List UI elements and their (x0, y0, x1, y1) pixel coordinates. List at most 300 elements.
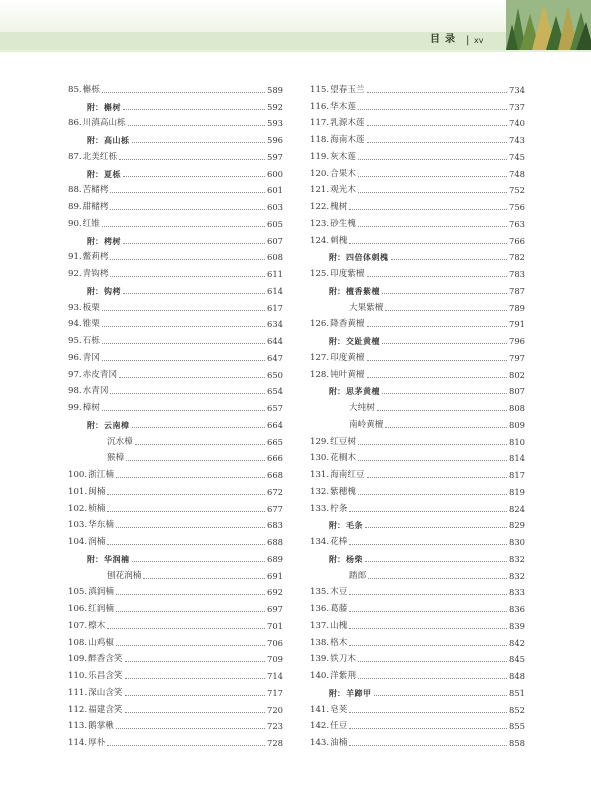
entry-name: 川滇高山栎 (82, 118, 126, 129)
toc-entry (310, 598, 525, 615)
leader-dots (367, 360, 507, 361)
entry-page-number: 743 (509, 135, 525, 145)
leader-dots (349, 645, 507, 646)
entry-name: 皂荚 (330, 704, 348, 715)
toc-entry (68, 515, 283, 532)
entry-appendix-prefix: 附： (87, 419, 103, 430)
entry-number: 96. (68, 352, 82, 363)
entry-number: 142. (310, 721, 330, 732)
entry-name: 花棒 (330, 537, 348, 547)
entry-appendix-prefix: 附： (329, 285, 345, 296)
entry-number: 119. (310, 151, 330, 162)
entry-name: 深山含笑 (88, 687, 123, 698)
entry-name: 交趾黄檀 (346, 336, 380, 346)
entry-page-number: 677 (267, 503, 283, 514)
toc-entry (310, 615, 525, 632)
leader-dots (107, 511, 265, 512)
leader-dots (128, 125, 265, 126)
leader-dots (382, 343, 507, 344)
entry-name: 板栗 (82, 302, 100, 313)
entry-name: 海南木莲 (330, 135, 365, 145)
leader-dots (358, 494, 507, 495)
entry-name: 乳源木莲 (330, 118, 365, 129)
entry-number: 90. (68, 218, 82, 229)
toc-entry (310, 247, 525, 264)
leader-dots (358, 460, 507, 461)
toc-entry (310, 397, 525, 414)
entry-page-number: 668 (267, 470, 283, 480)
toc-entry (68, 431, 283, 448)
entry-number: 109. (68, 654, 88, 665)
leader-dots (358, 678, 507, 679)
entry-name: 合果木 (330, 168, 356, 179)
entry-page-number: 600 (267, 168, 283, 179)
entry-number: 99. (68, 403, 82, 413)
entry-number: 110. (68, 671, 88, 681)
toc-entry (310, 548, 525, 565)
entry-name: 杨柴 (346, 553, 363, 564)
entry-page-number: 706 (267, 637, 283, 648)
entry-name: 南岭黄檀 (349, 419, 384, 430)
entry-name: 桢楠 (88, 503, 106, 514)
entry-name: 鳖莉栲 (82, 252, 109, 263)
entry-name: 石栎 (82, 336, 100, 346)
entry-name: 檀香紫檀 (346, 285, 380, 296)
entry-page-number: 644 (267, 336, 283, 346)
toc-entry (310, 96, 525, 113)
entry-number: 87. (68, 151, 82, 162)
leader-dots (116, 611, 265, 612)
entry-page-number: 654 (267, 386, 283, 397)
entry-page-number: 691 (267, 570, 283, 581)
entry-page-number: 829 (509, 520, 525, 531)
entry-name: 云南樟 (104, 419, 130, 430)
entry-page-number: 605 (267, 218, 283, 229)
entry-name: 四倍体刺槐 (346, 252, 389, 263)
entry-page-number: 802 (509, 369, 525, 380)
toc-entry (68, 598, 283, 615)
entry-page-number: 766 (509, 235, 525, 246)
toc-entry (68, 381, 283, 398)
entry-number: 129. (310, 436, 330, 447)
entry-page-number: 723 (267, 721, 283, 732)
toc-entry (68, 314, 283, 331)
entry-number: 134. (310, 537, 330, 547)
entry-number: 94. (68, 319, 82, 330)
entry-number: 139. (310, 654, 330, 665)
entry-name: 海南红豆 (330, 470, 365, 480)
entry-name: 印度紫檀 (330, 269, 365, 279)
leader-dots (377, 410, 507, 411)
leader-dots (349, 728, 507, 729)
toc-entry (68, 464, 283, 481)
leader-dots (349, 209, 507, 210)
entry-name: 槲树 (104, 101, 121, 112)
entry-number: 115. (310, 84, 330, 95)
toc-entry (68, 113, 283, 130)
leader-dots (385, 427, 507, 428)
entry-name: 厚朴 (88, 738, 106, 748)
entry-name: 刨花润楠 (107, 570, 142, 581)
entry-appendix-prefix: 附： (87, 168, 103, 179)
entry-name: 猴樟 (107, 453, 125, 464)
leader-dots (110, 393, 265, 394)
entry-page-number: 597 (267, 151, 283, 162)
leader-dots (110, 209, 265, 210)
entry-page-number: 737 (509, 101, 525, 112)
leader-dots (102, 410, 265, 411)
toc-entry (310, 414, 525, 431)
toc-entry (310, 632, 525, 649)
entry-appendix-prefix: 附： (87, 135, 103, 145)
entry-page-number: 688 (267, 537, 283, 547)
entry-page-number: 782 (509, 252, 525, 263)
entry-number: 101. (68, 486, 88, 497)
entry-name: 砂生槐 (330, 218, 356, 229)
entry-name: 檫木 (88, 620, 106, 631)
entry-page-number: 832 (509, 553, 525, 564)
entry-number: 125. (310, 269, 330, 279)
entry-number: 89. (68, 202, 82, 212)
leader-dots (102, 326, 265, 327)
entry-page-number: 851 (509, 687, 525, 698)
toc-entry (310, 716, 525, 733)
entry-page-number: 601 (267, 185, 283, 196)
toc-entry (68, 649, 283, 666)
leader-dots (358, 444, 507, 445)
entry-page-number: 647 (267, 352, 283, 363)
leader-dots (382, 293, 507, 294)
entry-number: 118. (310, 135, 330, 145)
entry-name: 观光木 (330, 185, 356, 196)
entry-page-number: 810 (509, 436, 525, 447)
entry-number: 124. (310, 235, 330, 246)
entry-number: 102. (68, 503, 88, 514)
toc-entry (68, 716, 283, 733)
entry-page-number: 797 (509, 352, 525, 363)
entry-page-number: 657 (267, 403, 283, 413)
entry-page-number: 787 (509, 285, 525, 296)
entry-page-number: 748 (509, 168, 525, 179)
entry-number: 112. (68, 704, 88, 715)
entry-name: 醉香含笑 (88, 654, 123, 665)
entry-name: 大纯树 (349, 403, 375, 413)
leader-dots (367, 125, 507, 126)
entry-page-number: 845 (509, 654, 525, 665)
toc-entry (68, 548, 283, 565)
entry-page-number: 593 (267, 118, 283, 129)
toc-entry (68, 364, 283, 381)
toc-entry (68, 699, 283, 716)
leader-dots (358, 176, 507, 177)
entry-appendix-prefix: 附： (87, 285, 103, 296)
entry-page-number: 634 (267, 319, 283, 330)
leader-dots (367, 142, 507, 143)
entry-number: 113. (68, 721, 88, 732)
entry-number: 114. (68, 738, 88, 748)
toc-entry (310, 364, 525, 381)
entry-number: 106. (68, 604, 88, 614)
toc-entry (68, 213, 283, 230)
entry-name: 闽楠 (88, 486, 106, 497)
leader-dots (102, 310, 265, 311)
entry-number: 86. (68, 118, 82, 129)
forest-photo (506, 0, 591, 50)
toc-entry (310, 464, 525, 481)
toc-entry (310, 230, 525, 247)
entry-page-number: 839 (509, 620, 525, 631)
toc-entry (68, 163, 283, 180)
entry-number: 132. (310, 486, 330, 497)
leader-dots (358, 661, 507, 662)
entry-name: 洋紫荆 (330, 671, 356, 681)
entry-appendix-prefix: 附： (87, 101, 103, 112)
entry-name: 樟树 (82, 403, 100, 413)
entry-number: 141. (310, 704, 330, 715)
toc-entry (310, 180, 525, 197)
entry-name: 山鸡椒 (88, 637, 114, 648)
entry-name: 华润楠 (104, 553, 130, 564)
toc-entry (68, 146, 283, 163)
entry-name: 甜槠栲 (82, 202, 109, 212)
leader-dots (116, 728, 265, 729)
entry-number: 98. (68, 386, 82, 397)
entry-page-number: 791 (509, 319, 525, 330)
entry-page-number: 697 (267, 604, 283, 614)
entry-appendix-prefix: 附： (329, 336, 345, 346)
entry-name: 高山栎 (104, 135, 130, 145)
leader-dots (107, 745, 265, 746)
entry-number: 121. (310, 185, 330, 196)
toc-entry (68, 129, 283, 146)
entry-page-number: 783 (509, 269, 525, 279)
entry-name: 钝叶黄檀 (330, 369, 365, 380)
toc-entry (68, 732, 283, 749)
entry-number: 116. (310, 101, 330, 112)
entry-page-number: 664 (267, 419, 283, 430)
entry-appendix-prefix: 附： (329, 520, 345, 531)
entry-number: 130. (310, 453, 330, 464)
entry-page-number: 607 (267, 235, 283, 246)
entry-appendix-prefix: 附： (87, 553, 103, 564)
entry-appendix-prefix: 附： (329, 687, 345, 698)
entry-page-number: 824 (509, 503, 525, 514)
entry-name: 思茅黄檀 (346, 386, 380, 397)
entry-name: 红锥 (82, 218, 100, 229)
entry-page-number: 807 (509, 386, 525, 397)
leader-dots (132, 561, 266, 562)
entry-page-number: 611 (267, 269, 283, 279)
entry-name: 印度黄檀 (330, 352, 365, 363)
entry-number: 92. (68, 269, 82, 279)
entry-page-number: 672 (267, 486, 283, 497)
entry-page-number: 817 (509, 470, 525, 480)
leader-dots (125, 661, 265, 662)
entry-name: 赤皮青冈 (82, 369, 118, 380)
entry-name: 紫穗槐 (330, 486, 356, 497)
leader-dots (349, 594, 507, 595)
entry-appendix-prefix: 附： (329, 252, 345, 263)
entry-page-number: 617 (267, 302, 283, 313)
entry-name: 格木 (330, 637, 348, 648)
toc-entry (68, 615, 283, 632)
leader-dots (126, 460, 265, 461)
entry-page-number: 740 (509, 118, 525, 129)
leader-dots (107, 494, 265, 495)
entry-number: 97. (68, 369, 82, 380)
toc-entry (310, 314, 525, 331)
entry-name: 润楠 (88, 537, 106, 547)
entry-page-number: 832 (509, 570, 525, 581)
leader-dots (123, 243, 265, 244)
leader-dots (358, 192, 507, 193)
leader-dots (102, 360, 265, 361)
entry-number: 91. (68, 252, 82, 263)
entry-number: 117. (310, 118, 330, 129)
leader-dots (116, 645, 265, 646)
leader-dots (119, 159, 265, 160)
entry-name: 槐树 (330, 202, 348, 212)
page-title: 目录 (430, 34, 460, 45)
entry-number: 85. (68, 84, 82, 95)
entry-name: 羊蹄甲 (346, 687, 372, 698)
entry-page-number: 848 (509, 671, 525, 681)
entry-page-number: 833 (509, 587, 525, 598)
entry-page-number: 709 (267, 654, 283, 665)
toc-entry (310, 431, 525, 448)
entry-name: 华东楠 (88, 520, 114, 531)
toc-entry (310, 196, 525, 213)
toc-entry (310, 682, 525, 699)
entry-page-number: 589 (267, 84, 283, 95)
toc-entry (310, 515, 525, 532)
toc-entry (68, 498, 283, 515)
leader-dots (349, 243, 507, 244)
toc-entry (310, 213, 525, 230)
entry-page-number: 692 (267, 587, 283, 598)
entry-page-number: 830 (509, 537, 525, 547)
toc-entry (68, 263, 283, 280)
toc-entry (310, 129, 525, 146)
leader-dots (119, 377, 265, 378)
leader-dots (110, 192, 265, 193)
entry-number: 126. (310, 319, 330, 330)
toc-entry (68, 448, 283, 465)
entry-name: 华木莲 (330, 101, 356, 112)
entry-number: 128. (310, 369, 330, 380)
toc-column-left (68, 79, 283, 749)
toc-entry (68, 565, 283, 582)
toc-entry (310, 146, 525, 163)
leader-dots (391, 259, 508, 260)
entry-number: 107. (68, 620, 88, 631)
leader-dots (116, 527, 265, 528)
entry-name: 踏郎 (349, 570, 367, 581)
entry-page-number: 608 (267, 252, 283, 263)
entry-number: 103. (68, 520, 88, 531)
leader-dots (107, 628, 265, 629)
entry-page-number: 728 (267, 738, 283, 748)
toc-entry (68, 297, 283, 314)
entry-name: 乐昌含笑 (88, 671, 123, 681)
toc-entry (310, 381, 525, 398)
entry-page-number: 789 (509, 302, 525, 313)
entry-page-number: 714 (267, 671, 283, 681)
entry-name: 刺槐 (330, 235, 348, 246)
entry-name: 毛条 (346, 520, 363, 531)
leader-dots (116, 477, 265, 478)
leader-dots (365, 561, 507, 562)
entry-name: 苦槠栲 (82, 185, 109, 196)
entry-page-number: 596 (267, 135, 283, 145)
entry-name: 降香黄檀 (330, 319, 365, 330)
toc-entry (310, 565, 525, 582)
leader-dots (358, 159, 507, 160)
header-page-number: xv (474, 36, 484, 45)
leader-dots (349, 628, 507, 629)
leader-dots (349, 712, 507, 713)
toc-entry (68, 230, 283, 247)
entry-page-number: 689 (267, 553, 283, 564)
entry-number: 105. (68, 587, 88, 598)
entry-number: 108. (68, 637, 88, 648)
entry-page-number: 717 (267, 687, 283, 698)
entry-name: 铁刀木 (330, 654, 356, 665)
entry-number: 135. (310, 587, 330, 598)
toc-entry (68, 79, 283, 96)
entry-name: 青冈 (82, 352, 100, 363)
toc-column-right (310, 79, 525, 749)
entry-name: 大果紫檀 (349, 302, 384, 313)
entry-appendix-prefix: 附： (329, 553, 345, 564)
toc-entry (310, 649, 525, 666)
toc-entry (310, 665, 525, 682)
leader-dots (358, 226, 507, 227)
entry-name: 葛藤 (330, 604, 348, 614)
leader-dots (374, 695, 508, 696)
leader-dots (107, 544, 265, 545)
toc-entry (310, 531, 525, 548)
entry-name: 山槐 (330, 620, 348, 631)
entry-page-number: 734 (509, 84, 525, 95)
entry-name: 锥栗 (82, 319, 100, 330)
entry-number: 131. (310, 470, 330, 480)
toc-entry (68, 397, 283, 414)
entry-name: 槲栎 (82, 84, 100, 95)
entry-page-number: 842 (509, 637, 525, 648)
entry-number: 95. (68, 336, 82, 346)
entry-name: 沉水樟 (107, 436, 133, 447)
toc-entry (310, 498, 525, 515)
entry-number: 127. (310, 352, 330, 363)
toc-entry (68, 96, 283, 113)
leader-dots (358, 109, 507, 110)
leader-dots (132, 142, 266, 143)
entry-name: 水青冈 (82, 386, 109, 397)
entry-number: 104. (68, 537, 88, 547)
toc-entry (68, 531, 283, 548)
entry-name: 栲树 (104, 235, 121, 246)
entry-number: 120. (310, 168, 330, 179)
entry-page-number: 665 (267, 436, 283, 447)
entry-page-number: 858 (509, 738, 525, 748)
leader-dots (367, 92, 507, 93)
toc-entry (310, 582, 525, 599)
entry-name: 花榈木 (330, 453, 356, 464)
toc-entry (310, 280, 525, 297)
leader-dots (367, 276, 507, 277)
leader-dots (367, 326, 507, 327)
